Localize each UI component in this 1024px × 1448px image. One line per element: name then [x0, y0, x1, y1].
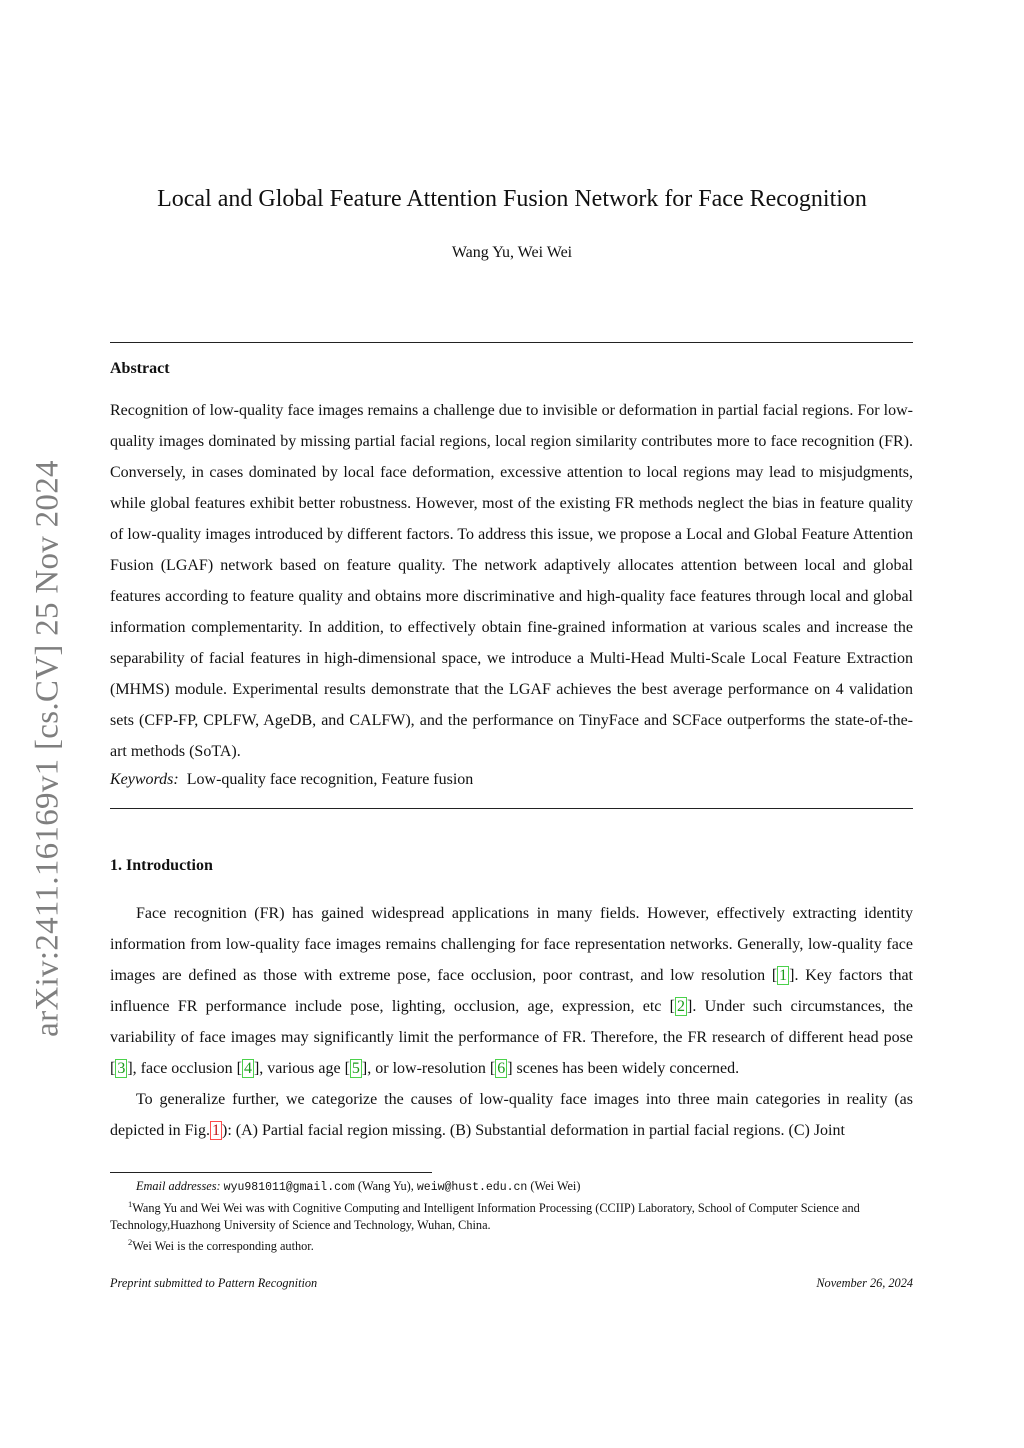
email-footnote: Email addresses: wyu981011@gmail.com (Wang Yu), weiw@hust.edu.cn (Wei Wei): [136, 1179, 581, 1194]
footnote-2: $^2$Wei Wei is the corresponding author.: [128, 1237, 314, 1254]
intro-paragraph-2: To generalize further, we categorize the causes of low-quality face images into three main categories in reality (as depicted in Fig. 1 ): (A) Partial facial region missing. (B) Substantial deformation in partial facial regions. (C) Joint: [110, 1091, 913, 1139]
citation-link-2[interactable]: 2: [677, 998, 686, 1015]
abstract-heading: Abstract: [110, 360, 170, 377]
citation-link-6[interactable]: 6: [497, 1060, 506, 1077]
footer-journal: Preprint submitted to Pattern Recognition: [110, 1276, 318, 1290]
arxiv-identifier-stamp: arXiv:2411.16169v1 [cs.CV] 25 Nov 2024: [29, 460, 66, 1037]
citation-link-3[interactable]: 3: [117, 1060, 126, 1077]
abstract-text: Recognition of low-quality face images remains a challenge due to invisible or deformation in partial facial regions. For low-quality images dominated by missing partial facial regions, local region similarity contributes more to face recognition (FR). Conversely, in cases dominated by local face deformation, excessive attention to local regions may lead to misjudgments, while global features exhibit better robustness. However, most of the existing FR methods neglect the bias in feature quality of low-quality images introduced by different factors. To address this issue, we propose a Local and Global Feature Attention Fusion (LGAF) network based on feature quality. The network adaptively allocates attention between local and global features according to feature quality and obtains more discriminative and high-quality face features through local and global information complementarity. In addition, to effectively obtain fine-grained information at various scales and increase the separability of facial features in high-dimensional space, we introduce a Multi-Head Multi-Scale Local Feature Extraction (MHMS) module. Experimental results demonstrate that the LGAF achieves the best average performance on 4 validation sets (CFP-FP, CPLFW, AgeDB, and CALFW), and the performance on TinyFace and SCFace outperforms the state-of-the-art methods (SoTA).: [110, 402, 913, 760]
abstract-top-rule: [110, 342, 913, 343]
citation-link-5[interactable]: 5: [351, 1060, 360, 1077]
figure-reference-link[interactable]: 1: [211, 1122, 220, 1139]
footnote-rule: [110, 1172, 432, 1173]
paper-title: Local and Global Feature Attention Fusion Network for Face Recognition: [157, 186, 867, 212]
paper-authors: Wang Yu, Wei Wei: [451, 244, 573, 261]
keywords-line: [110, 771, 473, 789]
citation-link-1[interactable]: 1: [779, 967, 788, 984]
email-link-wei-wei[interactable]: weiw@hust.edu.cn: [416, 1181, 528, 1194]
abstract-bottom-rule: [110, 808, 913, 809]
introduction-heading: 1. Introduction: [110, 857, 213, 874]
introduction-body: [110, 898, 913, 1146]
citation-link-4[interactable]: 4: [243, 1060, 252, 1077]
footnotes: [110, 1178, 913, 1255]
email-link-wang-yu[interactable]: wyu981011@gmail.com: [223, 1181, 355, 1194]
intro-paragraph-1: Face recognition (FR) has gained widespread applications in many fields. However, effectively extracting identity information from low-quality face images remains challenging for face representation networks. Generally, low-quality face images are defined as those with extreme pose, face occlusion, poor contrast, and low resolution [ 1 ]. Key factors that influence FR performance include pose, lighting, occlusion, age, expression, etc [ 2 ]. Under such circumstances, the variability of face images may significantly limit the performance of FR. Therefore, the FR research of different head pose [ 3 ], face occlusion [ 4 ], various age [ 5 ], or low-resolution [ 6 ] scenes has been widely concerned.: [110, 905, 914, 1077]
keywords-text: Low-quality face recognition, Feature fusion: [186, 771, 474, 788]
footnote-1: $^1$Wang Yu and Wei Wei was with Cognitive Computing and Intelligent Information Processing (CCIIP) Laboratory, School of Computer Science and Technology,Huazhong University of Science and Technology, Wuhan, China.: [110, 1199, 860, 1233]
keywords-label: Keywords:: [110, 771, 179, 788]
footer-date: November 26, 2024: [816, 1276, 913, 1290]
